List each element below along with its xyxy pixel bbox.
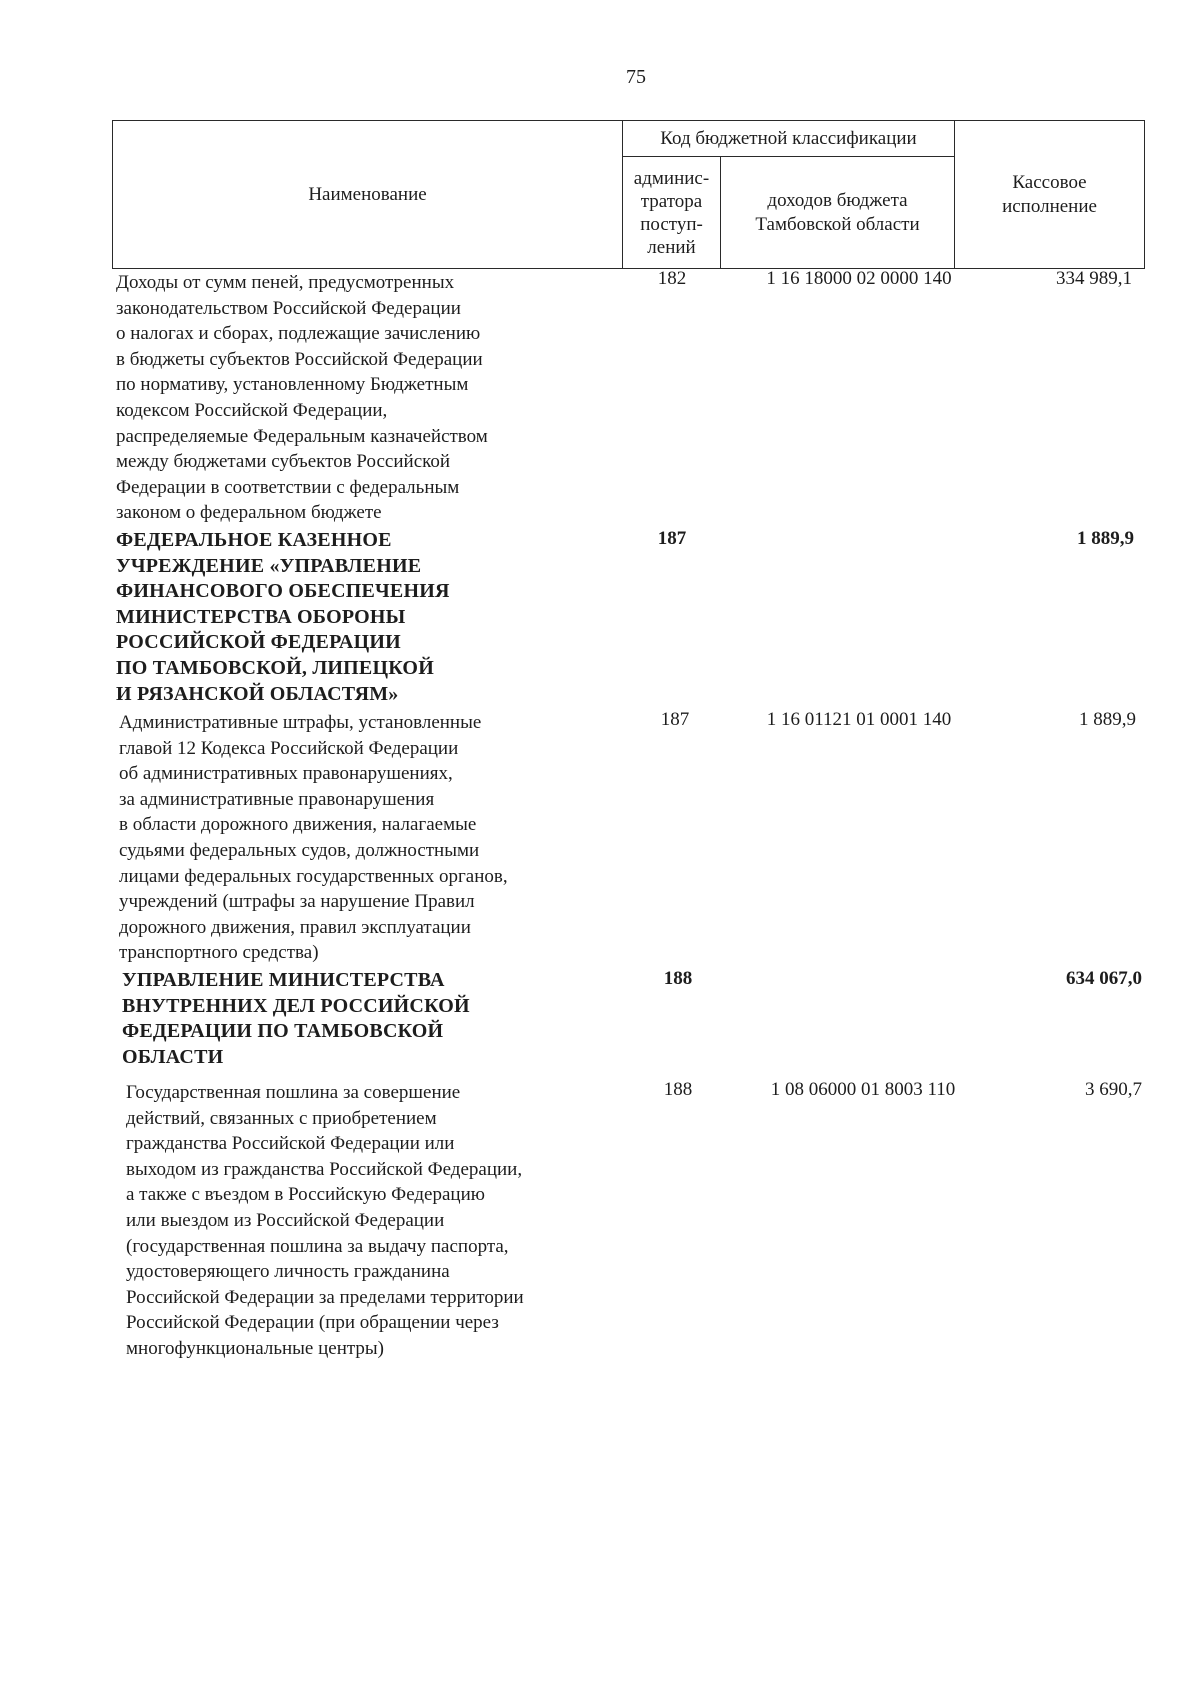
row-name-line: УПРАВЛЕНИЕ МИНИСТЕРСТВА: [122, 969, 445, 991]
row-income-code: 1 16 18000 02 0000 140: [766, 268, 952, 289]
page-number: 75: [626, 66, 646, 88]
row-name-line: учреждений (штрафы за нарушение Правил: [119, 891, 475, 913]
row-admin-code: 187: [660, 709, 690, 730]
row-name-line: МИНИСТЕРСТВА ОБОРОНЫ: [116, 605, 406, 628]
row-name-line: ОБЛАСТИ: [122, 1045, 224, 1068]
row-name-line: выходом из гражданства Российской Федерации,: [126, 1158, 523, 1180]
row-name-line: за административные правонарушения: [119, 788, 435, 810]
header-execution-line: Кассовое: [1012, 171, 1087, 193]
header-admin-cell: [623, 157, 721, 269]
row-name-line: а также с въездом в Российскую Федерацию: [126, 1184, 485, 1206]
row-name-line: Доходы от сумм пеней, предусмотренных: [116, 272, 455, 293]
row-name-line: между бюджетами субъектов Российской: [116, 451, 451, 473]
header-group-cell: [623, 121, 955, 157]
table-header: [112, 120, 1145, 269]
row-name-line: действий, связанных с приобретением: [126, 1107, 437, 1129]
row-name-line: РОССИЙСКОЙ ФЕДЕРАЦИИ: [116, 631, 401, 654]
row-amount: 1 889,9: [1077, 528, 1134, 549]
header-name-cell: [113, 121, 623, 269]
row-name-line: УЧРЕЖДЕНИЕ «УПРАВЛЕНИЕ: [116, 554, 422, 577]
row-name-line: ФЕДЕРАЦИИ ПО ТАМБОВСКОЙ: [122, 1020, 444, 1043]
row-name-line: судьями федеральных судов, должностными: [119, 839, 480, 861]
row-name-line: лицами федеральных государственных органов,: [119, 865, 508, 887]
header-execution-line: исполнение: [1002, 195, 1097, 217]
row-name-line: Административные штрафы, установленные: [119, 712, 482, 733]
row-name-line: главой 12 Кодекса Российской Федерации: [119, 737, 459, 759]
row-name-line: кодексом Российской Федерации,: [116, 399, 388, 421]
row-amount: 334 989,1: [1056, 268, 1132, 289]
row-name-line: по нормативу, установленному Бюджетным: [116, 374, 469, 396]
header-admin-line: лений: [647, 236, 696, 258]
row-name-line: И РЯЗАНСКОЙ ОБЛАСТЯМ»: [116, 682, 399, 705]
row-name-line: гражданства Российской Федерации или: [126, 1133, 455, 1155]
row-name-line: (государственная пошлина за выдачу паспорта,: [126, 1235, 509, 1257]
row-amount: 1 889,9: [1079, 709, 1136, 730]
header-income-cell: [721, 157, 955, 269]
row-name-line: или выездом из Российской Федерации: [126, 1209, 445, 1231]
row-income-code: 1 16 01121 01 0001 140: [766, 709, 952, 730]
row-name-line: законодательством Российской Федерации: [116, 297, 461, 319]
row-admin-code: 188: [663, 1079, 693, 1100]
row-name: [116, 528, 450, 707]
row-amount: 634 067,0: [1066, 968, 1142, 989]
row-name: [122, 968, 470, 1070]
header-execution-cell: [955, 121, 1145, 269]
row-name-line: ФЕДЕРАЛЬНОЕ КАЗЕННОЕ: [116, 529, 392, 551]
row-name: [126, 1080, 524, 1362]
header-admin-line: админис-: [633, 167, 710, 189]
row-name-line: в области дорожного движения, налагаемые: [119, 814, 477, 836]
row-name-line: законом о федеральном бюджете: [116, 502, 382, 524]
row-amount: 3 690,7: [1085, 1079, 1142, 1100]
row-name-line: распределяемые Федеральным казначейством: [116, 425, 488, 447]
row-name-line: транспортного средства): [119, 942, 319, 964]
row-admin-code: 187: [657, 528, 687, 549]
row-name-line: ВНУТРЕННИХ ДЕЛ РОССИЙСКОЙ: [122, 994, 470, 1017]
header-income-line: Тамбовской области: [755, 213, 920, 235]
row-income-code: 1 08 06000 01 8003 110: [770, 1079, 956, 1100]
row-name: [119, 710, 508, 966]
row-name-line: об административных правонарушениях,: [119, 763, 453, 785]
header-name: Наименование: [308, 183, 427, 205]
row-name-line: о налогах и сборах, подлежащие зачислению: [116, 323, 481, 345]
row-name-line: Российской Федерации (при обращении через: [126, 1312, 499, 1334]
row-name-line: удостоверяющего личность гражданина: [126, 1261, 450, 1283]
row-admin-code: 182: [657, 268, 687, 289]
header-income-line: доходов бюджета: [767, 189, 908, 211]
row-name-line: Федерации в соответствии с федеральным: [116, 476, 460, 498]
row-name-line: ФИНАНСОВОГО ОБЕСПЕЧЕНИЯ: [116, 580, 450, 603]
row-name-line: в бюджеты субъектов Российской Федерации: [116, 348, 483, 370]
row-name-line: многофункциональные центры): [126, 1337, 385, 1359]
header-budget-code-group: Код бюджетной классификации: [660, 127, 917, 149]
row-name-line: Российской Федерации за пределами территории: [126, 1286, 524, 1308]
row-name-line: дорожного движения, правил эксплуатации: [119, 916, 471, 938]
header-admin-line: поступ-: [640, 213, 703, 235]
row-name-line: ПО ТАМБОВСКОЙ, ЛИПЕЦКОЙ: [116, 656, 434, 679]
row-name-line: Государственная пошлина за совершение: [126, 1082, 461, 1103]
header-admin-line: тратора: [640, 190, 703, 212]
row-admin-code: 188: [663, 968, 693, 989]
row-name: [116, 270, 488, 526]
